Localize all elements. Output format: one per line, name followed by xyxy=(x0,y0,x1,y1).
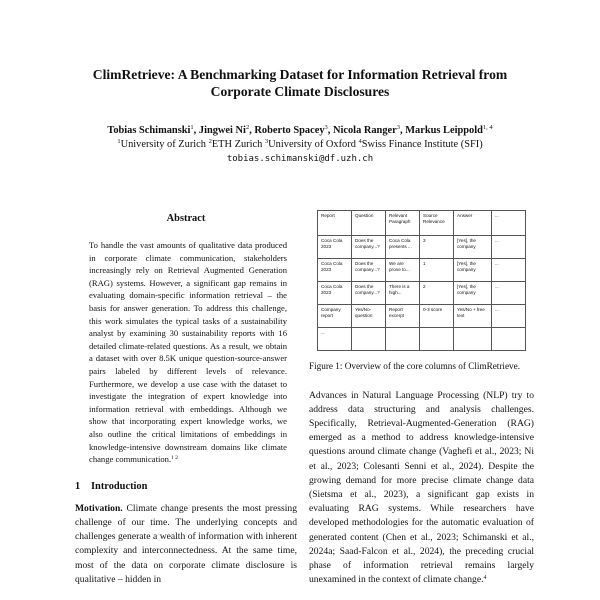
table-cell xyxy=(386,328,420,351)
table-cell: [Yes], the company xyxy=(454,282,492,305)
author-name: Jingwei Ni xyxy=(198,125,246,136)
table-cell: ... xyxy=(492,236,526,259)
abstract-heading: Abstract xyxy=(166,213,206,224)
affil-mark: 3 xyxy=(264,138,269,145)
affiliation-list xyxy=(40,138,560,152)
table-cell: 3 xyxy=(420,236,454,259)
affil-mark: 2 xyxy=(208,138,212,145)
abstract-body xyxy=(89,239,287,466)
table-cell: There is a high... xyxy=(386,282,420,305)
affiliation: Swiss Finance Institute (SFI) xyxy=(361,139,483,150)
author-name: Roberto Spacey xyxy=(254,125,325,136)
table-row xyxy=(318,282,526,305)
author-affil-mark: 1 xyxy=(190,124,194,131)
table-cell xyxy=(352,328,386,351)
author-affil-mark: 2 xyxy=(245,124,250,131)
section-heading-introduction xyxy=(75,480,297,494)
table-header-row xyxy=(318,211,526,236)
author-name: Nicola Ranger xyxy=(332,125,397,136)
table-cell: Does the company...? xyxy=(352,259,386,282)
table-row xyxy=(318,236,526,259)
affiliation: University of Zurich xyxy=(120,139,209,150)
table-row xyxy=(318,305,526,328)
paragraph-lead: Motivation. xyxy=(75,502,123,514)
table-header-cell: Answer xyxy=(454,211,492,236)
table-cell: ... xyxy=(318,328,352,351)
table-header-cell: Question xyxy=(352,211,386,236)
author-list: Tobias Schimanski$^1$, Jingwei Ni$^2$, Roberto Spacey$^3$, Nicola Ranger$^3$, Markus Leippold$^{1, 4}$ xyxy=(107,124,493,136)
paper-title xyxy=(60,66,540,100)
paragraph-text: Advances in Natural Language Processing (NLP) try to address data structuring and analysis challenges. Specifically, Retrieval-Augmented-Generation (RAG) emerged as a method to address knowledge-intensive questions around climate change (Vaghefi et al., 2023; Ni et al., 2023; Colesanti Senni et al., 2024). Despite the growing demand for more precise climate change data (Sietsma et al., 2023), a significant gap exists in evaluating RAG systems. While researchers have developed methodologies for the automatic evaluation of generated content (Chen et al., 2023; Schimanski et al., 2024a; Saad-Falcon et al., 2024), the preceding crucial phase of information retrieval remains largely unexamined in the context of climate change. xyxy=(309,389,534,586)
affiliation: ETH Zurich xyxy=(211,139,265,150)
intro-paragraph xyxy=(75,502,297,587)
table-cell: Coca Cola presents ... xyxy=(386,236,420,259)
table-header-cell: Source Relevance xyxy=(420,211,454,236)
table-cell: ... xyxy=(492,259,526,282)
right-column xyxy=(309,208,534,587)
table-cell: 2 xyxy=(420,282,454,305)
table-cell: Yes/No-question xyxy=(352,305,386,328)
section-number: 1 xyxy=(75,480,81,492)
table-header-cell: Relevant Paragraph xyxy=(386,211,420,236)
title-line-1: ClimRetrieve: A Benchmarking Dataset for Information Retrieval from xyxy=(92,67,508,82)
table-cell: [Yes], the company xyxy=(454,259,492,282)
table-cell: Company report xyxy=(318,305,352,328)
table-cell: Coca Cola 2023 xyxy=(318,259,352,282)
figure-1 xyxy=(317,210,525,351)
table-cell xyxy=(420,328,454,351)
table-cell: Does the company...? xyxy=(352,236,386,259)
table-cell: Report excerpt xyxy=(386,305,420,328)
table-cell: ... xyxy=(492,305,526,328)
table-cell: [Yes], the company xyxy=(454,236,492,259)
abstract-text: To handle the vast amounts of qualitative data produced in corporate climate communication, stakeholders increasingly rely on Retrieval Augmented Generation (RAG) systems. However, a significant gap remains in evaluating domain-specific information retrieval – the basis for answer generation. To address this challenge, this work simulates the typical tasks of a sustainability analyst by examining 30 sustainability reports with 16 detailed climate-related questions. As a result, we obtain a dataset with over 8.5K unique question-source-answer pairs labeled by different levels of relevance. Furthermore, we develop a use case with the dataset to investigate the integration of expert knowledge into information retrieval with embeddings. Although we show that incorporating expert knowledge works, we also outline the critical limitations of embeddings in knowledge-intensive downstream domains like climate change communication. xyxy=(89,240,287,465)
author-affil-mark: 3 xyxy=(324,124,328,131)
table-cell: 1 xyxy=(420,259,454,282)
table-header-cell: Report xyxy=(318,211,352,236)
right-paragraph xyxy=(309,389,534,588)
table-cell: Coca Cola 2023 xyxy=(318,282,352,305)
figure-table xyxy=(317,210,526,351)
affiliation: University of Oxford xyxy=(268,139,359,150)
author-name: Tobias Schimanski xyxy=(107,125,191,136)
table-cell xyxy=(454,328,492,351)
affil-mark: 4 xyxy=(358,138,362,145)
table-cell: Does the company...? xyxy=(352,282,386,305)
table-cell: We are prone to... xyxy=(386,259,420,282)
table-row xyxy=(318,259,526,282)
table-cell xyxy=(492,328,526,351)
title-line-2: Corporate Climate Disclosures xyxy=(210,84,390,99)
footnote-mark[interactable]: 4 xyxy=(483,575,487,582)
author-affil-mark: 3 xyxy=(396,124,401,131)
affil-mark: 1 xyxy=(117,138,121,145)
figure-caption: Figure 1: Overview of the core columns of ClimRetrieve. xyxy=(309,361,521,371)
abstract-footnote-marks[interactable]: 1 2 xyxy=(171,455,178,462)
table-cell: Coca Cola 2023 xyxy=(318,236,352,259)
left-column xyxy=(75,208,297,587)
table-cell: Yes/No + free text xyxy=(454,305,492,328)
table-cell: 0-3 score xyxy=(420,305,454,328)
section-title: Introduction xyxy=(91,480,148,492)
table-row xyxy=(318,328,526,351)
author-email[interactable]: tobias.schimanski@df.uzh.ch xyxy=(226,154,374,164)
paragraph-text: Climate change presents the most pressing challenge of our time. The underlying concepts and challenges generate a wealth of information with inherent complexity and interconnectedness. At the same time, most of the data on corporate climate disclosure is qualitative – hidden in xyxy=(75,502,297,585)
author-affil-mark: 1, 4 xyxy=(482,124,493,131)
table-header-cell: ... xyxy=(492,211,526,236)
author-name: Markus Leippold xyxy=(405,125,483,136)
table-cell: ... xyxy=(492,282,526,305)
